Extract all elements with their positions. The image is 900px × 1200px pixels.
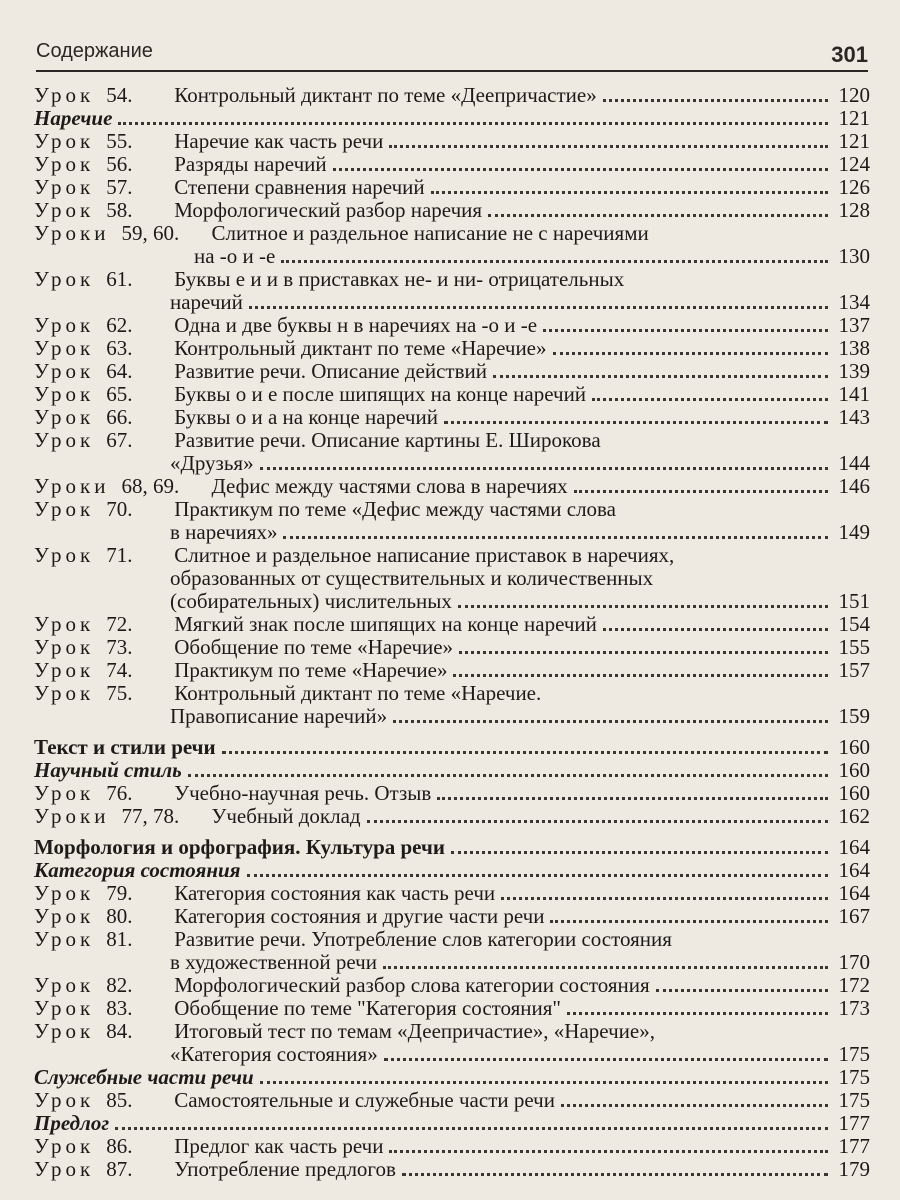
dot-leader [553,351,828,355]
dot-leader [550,919,828,923]
lesson-number: 80. [106,904,133,928]
toc-entry [34,567,870,590]
entry-label [34,452,254,475]
entry-title: Развитие речи. Употребление слов категории состояния [174,927,672,951]
entry-page-number: 121 [838,129,870,153]
entry-label [34,84,597,107]
entry-label [34,1112,109,1135]
lesson-number: 75. [106,681,133,705]
entry-page-number: 177 [838,1134,870,1158]
entry-label [34,337,547,360]
entry-label [34,928,672,951]
lesson-number: 54. [106,83,133,107]
toc-entry [34,199,870,222]
entry-page-number: 120 [838,83,870,107]
entry-label [34,130,383,153]
dot-leader [656,988,828,992]
entry-title: Практикум по теме «Дефис между частями слова [174,497,617,521]
entry-label [34,222,649,245]
entry-title: в художественной речи [170,950,377,974]
entry-title: Служебные части речи [34,1065,254,1089]
lesson-word: Урок [34,881,95,905]
entry-page-number: 177 [838,1111,870,1135]
entry-page-number: 138 [838,336,870,360]
entry-title: Категория состояния [34,858,241,882]
dot-leader [592,397,828,401]
entry-title: Контрольный диктант по теме «Деепричастие» [174,83,597,107]
entry-label [34,153,327,176]
entry-label [34,475,568,498]
lesson-word: Урок [34,927,95,951]
toc-entry [34,245,870,268]
dot-leader [281,259,828,263]
entry-title: Мягкий знак после шипящих на конце наречий [174,612,597,636]
entry-page-number: 175 [838,1042,870,1066]
entry-page-number: 130 [838,244,870,268]
dot-leader [567,1011,828,1015]
lesson-number: 81. [106,927,133,951]
lesson-word: Урок [34,267,95,291]
toc-entry [34,905,870,928]
dot-leader [561,1103,828,1107]
toc-entry [34,759,870,782]
toc-entry [34,974,870,997]
entry-page-number: 157 [838,658,870,682]
running-title: Содержание [36,40,153,62]
entry-label [34,429,601,452]
lesson-word: Урок [34,313,95,337]
entry-page-number: 159 [838,704,870,728]
dot-leader [115,1126,828,1130]
entry-title: Развитие речи. Описание картины Е. Широкова [174,428,601,452]
dot-leader [451,850,828,854]
dot-leader [431,190,828,194]
lesson-number: 67. [106,428,133,452]
entry-label [34,245,275,268]
dot-leader [444,420,828,424]
entry-label [34,682,541,705]
toc-entry [34,951,870,974]
entry-page-number: 175 [838,1065,870,1089]
lesson-word: Уроки [34,474,110,498]
lesson-number: 84. [106,1019,133,1043]
entry-title: Категория состояния и другие части речи [174,904,545,928]
entry-label [34,1020,655,1043]
entry-page-number: 160 [838,758,870,782]
dot-leader [458,604,828,608]
entry-page-number: 139 [838,359,870,383]
dot-leader [389,1149,828,1153]
toc-entry [34,406,870,429]
entry-label [34,705,387,728]
entry-label [34,997,561,1020]
entry-title: образованных от существительных и количественных [170,566,654,590]
entry-title: Морфологический разбор слова категории состояния [174,973,650,997]
entry-title: Буквы е и и в приставках не- и ни- отрицательных [174,267,625,291]
lesson-word: Урок [34,973,95,997]
toc-entry [34,268,870,291]
dot-leader [393,719,828,723]
entry-page-number: 164 [838,858,870,882]
toc-entry [34,544,870,567]
lesson-word: Урок [34,428,95,452]
toc-entry [34,1135,870,1158]
entry-label [34,859,241,882]
entry-label [34,736,216,759]
lesson-number: 63. [106,336,133,360]
toc-entry [34,1089,870,1112]
entry-title: «Категория состояния» [170,1042,378,1066]
entry-label [34,882,495,905]
entry-label [34,199,482,222]
lesson-number: 71. [106,543,133,567]
entry-title: Наречие [34,106,113,130]
dot-leader [501,896,828,900]
toc-entry [34,475,870,498]
lesson-number: 55. [106,129,133,153]
entry-page-number: 128 [838,198,870,222]
entry-title: наречий [170,290,243,314]
lesson-number: 86. [106,1134,133,1158]
entry-label [34,314,537,337]
dot-leader [118,121,828,125]
entry-title: Контрольный диктант по теме «Наречие. [174,681,542,705]
entry-label [34,544,674,567]
entry-page-number: 126 [838,175,870,199]
toc-entry [34,337,870,360]
entry-title: Наречие как часть речи [174,129,384,153]
toc-entry [34,176,870,199]
lesson-word: Урок [34,543,95,567]
dot-leader [383,965,828,969]
lesson-word: Урок [34,129,95,153]
toc-entry [34,736,870,759]
lesson-word: Урок [34,681,95,705]
lesson-word: Урок [34,382,95,406]
toc-entry [34,659,870,682]
lesson-word: Урок [34,405,95,429]
entry-title: Научный стиль [34,758,182,782]
entry-title: Одна и две буквы н в наречиях на -о и -е [174,313,538,337]
entry-label [34,836,445,859]
toc-entry [34,360,870,383]
lesson-number: 83. [106,996,133,1020]
dot-leader [389,144,828,148]
toc-entry [34,882,870,905]
entry-page-number: 155 [838,635,870,659]
lesson-number: 87. [106,1157,133,1181]
toc-entry [34,107,870,130]
lesson-number: 79. [106,881,133,905]
toc-entry [34,613,870,636]
entry-title: Употребление предлогов [174,1157,396,1181]
entry-label [34,360,487,383]
entry-title: Учебный доклад [211,804,361,828]
entry-page-number: 160 [838,781,870,805]
lesson-word: Урок [34,83,95,107]
entry-page-number: 149 [838,520,870,544]
dot-leader [437,796,828,800]
entry-label [34,590,452,613]
toc-entry [34,590,870,613]
toc-entry [34,805,870,828]
entry-page-number: 164 [838,835,870,859]
entry-title: Контрольный диктант по теме «Наречие» [174,336,547,360]
toc-entry [34,997,870,1020]
lesson-word: Урок [34,359,95,383]
entry-label [34,567,653,590]
entry-title: Дефис между частями слова в наречиях [211,474,568,498]
lesson-number: 85. [106,1088,133,1112]
toc-entry [34,859,870,882]
lesson-word: Урок [34,996,95,1020]
entry-page-number: 121 [838,106,870,130]
entry-title: Развитие речи. Описание действий [174,359,487,383]
lesson-word: Урок [34,336,95,360]
entry-label [34,498,616,521]
lesson-number: 59, 60. [121,221,180,245]
entry-title: Учебно-научная речь. Отзыв [174,781,432,805]
toc-entry [34,1066,870,1089]
entry-label [34,1158,396,1181]
entry-label [34,176,425,199]
lesson-number: 66. [106,405,133,429]
lesson-word: Уроки [34,804,110,828]
toc-entry [34,1043,870,1066]
lesson-word: Урок [34,198,95,222]
entry-page-number: 134 [838,290,870,314]
entry-label [34,805,361,828]
entry-title: Практикум по теме «Наречие» [174,658,448,682]
entry-label [34,759,182,782]
lesson-word: Урок [34,152,95,176]
entry-label [34,521,277,544]
toc-entry [34,222,870,245]
entry-page-number: 175 [838,1088,870,1112]
entry-label [34,1066,254,1089]
entry-page-number: 124 [838,152,870,176]
dot-leader [603,627,828,631]
entry-title: Морфологический разбор наречия [174,198,483,222]
dot-leader [402,1172,828,1176]
entry-page-number: 164 [838,881,870,905]
entry-page-number: 144 [838,451,870,475]
entry-label [34,406,438,429]
dot-leader [249,305,828,309]
page-number: 301 [831,42,868,67]
entry-label [34,383,586,406]
entry-title: Предлог как часть речи [174,1134,384,1158]
lesson-word: Урок [34,658,95,682]
entry-title: (собирательных) числительных [170,589,452,613]
toc-entry [34,383,870,406]
toc-entry [34,705,870,728]
toc-entry [34,836,870,859]
dot-leader [283,535,828,539]
entry-page-number: 154 [838,612,870,636]
lesson-word: Урок [34,635,95,659]
dot-leader [260,466,828,470]
entry-page-number: 173 [838,996,870,1020]
toc-entry [34,429,870,452]
lesson-number: 68, 69. [121,474,180,498]
entry-title: Обобщение по теме «Наречие» [174,635,454,659]
entry-title: Разряды наречий [174,152,327,176]
lesson-number: 82. [106,973,133,997]
entry-title: Текст и стили речи [34,735,216,759]
toc-entry [34,153,870,176]
entry-label [34,291,243,314]
dot-leader [493,374,828,378]
dot-leader [603,98,828,102]
dot-leader [488,213,828,217]
lesson-number: 76. [106,781,133,805]
lesson-number: 65. [106,382,133,406]
entry-title: Слитное и раздельное написание не с наречиями [211,221,649,245]
toc-entry [34,498,870,521]
entry-page-number: 160 [838,735,870,759]
entry-page-number: 167 [838,904,870,928]
dot-leader [453,673,828,677]
dot-leader [188,773,828,777]
toc-entry [34,1158,870,1181]
toc-entry [34,314,870,337]
lesson-number: 56. [106,152,133,176]
toc-entry [34,130,870,153]
lesson-word: Урок [34,1088,95,1112]
toc-entry [34,452,870,475]
entry-label [34,107,112,130]
dot-leader [459,650,828,654]
lesson-number: 61. [106,267,133,291]
entry-page-number: 179 [838,1157,870,1181]
toc-entry [34,84,870,107]
lesson-number: 74. [106,658,133,682]
entry-title: Степени сравнения наречий [174,175,425,199]
toc-entry [34,782,870,805]
table-of-contents [34,84,870,1181]
entry-title: Буквы о и е после шипящих на конце наречий [174,382,587,406]
lesson-number: 58. [106,198,133,222]
entry-label [34,974,650,997]
entry-title: Итоговый тест по темам «Деепричастие», «Наречие», [174,1019,655,1043]
lesson-word: Урок [34,1019,95,1043]
entry-title: Морфология и орфография. Культура речи [34,835,445,859]
lesson-word: Урок [34,175,95,199]
entry-label [34,1089,555,1112]
entry-page-number: 162 [838,804,870,828]
toc-entry [34,928,870,951]
entry-title: Буквы о и а на конце наречий [174,405,438,429]
toc-entry [34,521,870,544]
entry-title: Самостоятельные и служебные части речи [174,1088,555,1112]
entry-title: Категория состояния как часть речи [174,881,496,905]
dot-leader [222,750,828,754]
lesson-word: Урок [34,904,95,928]
entry-page-number: 170 [838,950,870,974]
lesson-number: 70. [106,497,133,521]
entry-page-number: 146 [838,474,870,498]
toc-entry [34,636,870,659]
dot-leader [384,1057,828,1061]
dot-leader [260,1080,828,1084]
toc-entry [34,1112,870,1135]
entry-page-number: 141 [838,382,870,406]
dot-leader [333,167,828,171]
entry-label [34,782,431,805]
lesson-word: Уроки [34,221,110,245]
lesson-word: Урок [34,1157,95,1181]
entry-title: на -о и -е [194,244,276,268]
entry-label [34,636,453,659]
entry-label [34,1043,378,1066]
dot-leader [247,873,829,877]
entry-title: Обобщение по теме "Категория состояния" [174,996,562,1020]
entry-page-number: 143 [838,405,870,429]
lesson-word: Урок [34,612,95,636]
dot-leader [543,328,828,332]
lesson-number: 62. [106,313,133,337]
entry-page-number: 172 [838,973,870,997]
lesson-number: 73. [106,635,133,659]
lesson-number: 57. [106,175,133,199]
dot-leader [367,819,828,823]
entry-label [34,1135,383,1158]
entry-label [34,613,597,636]
toc-entry [34,682,870,705]
lesson-word: Урок [34,1134,95,1158]
entry-page-number: 151 [838,589,870,613]
entry-label [34,659,447,682]
lesson-number: 72. [106,612,133,636]
lesson-word: Урок [34,497,95,521]
page-header [36,34,868,72]
entry-title: «Друзья» [170,451,254,475]
lesson-word: Урок [34,781,95,805]
entry-title: Слитное и раздельное написание приставок в наречиях, [174,543,675,567]
entry-page-number: 137 [838,313,870,337]
entry-label [34,951,377,974]
lesson-number: 64. [106,359,133,383]
entry-title: в наречиях» [170,520,278,544]
entry-label [34,905,544,928]
dot-leader [574,489,828,493]
toc-entry [34,1020,870,1043]
toc-entry [34,291,870,314]
lesson-number: 77, 78. [121,804,180,828]
entry-title: Предлог [34,1111,110,1135]
entry-label [34,268,624,291]
entry-title: Правописание наречий» [170,704,388,728]
